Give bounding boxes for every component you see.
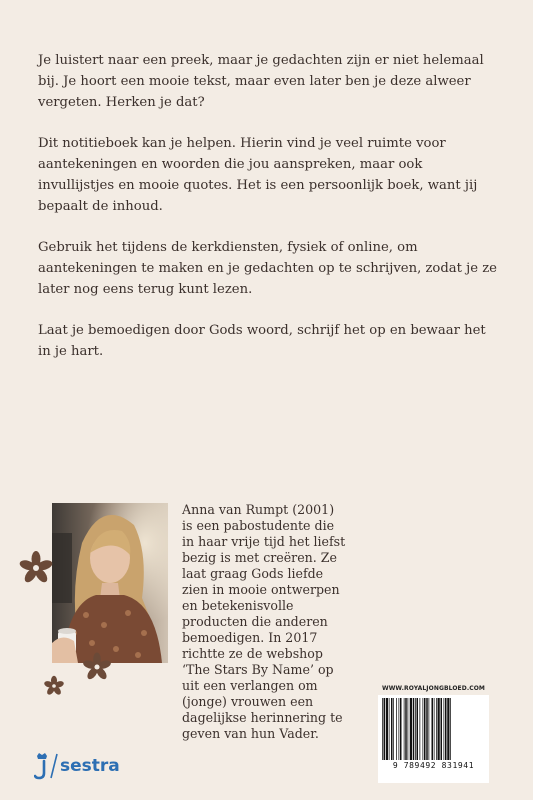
publisher-url: WWW.ROYALJONGBLOED.COM: [382, 685, 485, 692]
publisher-name: sestra: [60, 756, 120, 776]
back-cover-blurb: [38, 50, 498, 382]
barcode-bars: [378, 698, 489, 768]
flower-icon: [16, 548, 56, 588]
crown-j-icon: [34, 752, 50, 780]
barcode: [378, 685, 489, 785]
flower-icon: [42, 674, 66, 698]
flower-icon: [80, 650, 114, 684]
publisher-logo: [34, 751, 120, 781]
blurb-paragraph-1: Je luistert naar een preek, maar je gedachten zijn er niet helemaal bij. Je hoort een mooie tekst, maar even later ben je deze alweer vergeten. Herken je dat?: [38, 53, 484, 110]
isbn-digits: 9 789492 831941: [392, 761, 475, 770]
blurb-paragraph-3: Gebruik het tijdens de kerkdiensten, fysiek of online, om aantekeningen te maken en je gedachten op te schrijven, zodat je ze later nog eens terug kunt lezen.: [38, 240, 497, 297]
blurb-paragraph-4: Laat je bemoedigen door Gods woord, schrijf het op en bewaar het in je hart.: [38, 323, 486, 359]
slash-divider: [50, 753, 58, 779]
blurb-paragraph-2: Dit notitieboek kan je helpen. Hierin vind je veel ruimte voor aantekeningen en woorden die jou aanspreken, maar ook invullijstjes en mooie quotes. Het is een persoonlijk boek, want jij bepaalt de inhoud.: [38, 136, 478, 214]
author-bio: Anna van Rumpt (2001) is een pabostudente die in haar vrije tijd het liefst bezig is met creëren. Ze laat graag Gods liefde zien in mooie ontwerpen en betekenisvolle producten die anderen bemoedigen. In 2017 richtte ze de webshop ‘The Stars By Name’ op uit een verlangen om (jonge) vrouwen een dagelijkse herinnering te geven van hun Vader.: [182, 502, 346, 741]
author-photo: [52, 503, 168, 663]
